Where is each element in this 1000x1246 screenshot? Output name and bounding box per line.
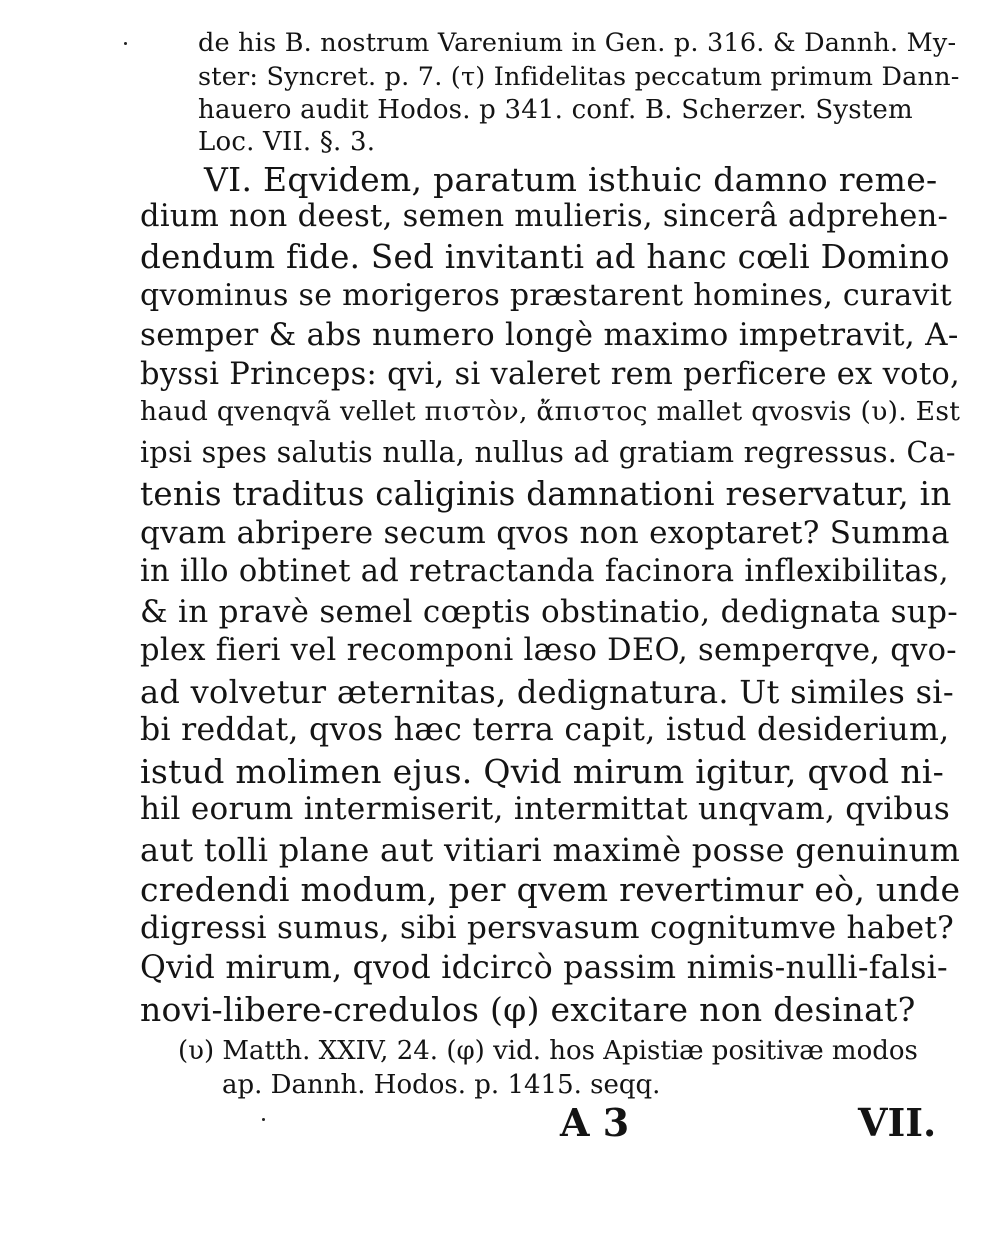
catchword: VII. bbox=[858, 1100, 937, 1145]
body-line: aut tolli plane aut vitiari maximè posse genuinum bbox=[140, 831, 961, 869]
body-line: byssi Princeps: qvi, si valeret rem perficere ex voto, bbox=[140, 357, 961, 392]
body-line: ipsi spes salutis nulla, nullus ad gratiam regressus. Ca- bbox=[140, 436, 956, 469]
body-line: plex fieri vel recomponi læso DEO, semperqve, qvo- bbox=[140, 633, 957, 668]
top-note-line: hauero audit Hodos. p 341. conf. B. Scherzer. System bbox=[198, 95, 913, 125]
body-line: credendi modum, per qvem revertimur eò, unde bbox=[140, 870, 961, 909]
body-line: in illo obtinet ad retractanda facinora inflexibilitas, bbox=[140, 554, 949, 589]
top-note-line: ster: Syncret. p. 7. (τ) Infidelitas peccatum primum Dann- bbox=[198, 62, 960, 92]
footnote-line: (υ) Matth. XXIV, 24. (φ) vid. hos Apistiæ positivæ modos bbox=[178, 1036, 918, 1066]
body-line: dendum fide. Sed invitanti ad hanc cœli Domino bbox=[140, 238, 950, 276]
top-note-line: de his B. nostrum Varenium in Gen. p. 316. & Dannh. My- bbox=[198, 28, 957, 58]
body-line: digressi sumus, sibi persvasum cognitumve habet? bbox=[140, 910, 955, 946]
body-line: semper & abs numero longè maximo impetravit, A- bbox=[140, 317, 959, 353]
body-line: dium non deest, semen mulieris, sincerâ adprehen- bbox=[140, 199, 949, 234]
footnote-line: ap. Dannh. Hodos. p. 1415. seqq. bbox=[222, 1070, 661, 1100]
scan-speck bbox=[262, 1118, 265, 1121]
body-line: qvam abripere secum qvos non exoptaret? Summa bbox=[140, 515, 950, 551]
body-line: bi reddat, qvos hæc terra capit, istud desiderium, bbox=[140, 712, 950, 748]
top-note-line: Loc. VII. §. 3. bbox=[198, 127, 376, 157]
body-line: VI. Eqvidem, paratum isthuic damno reme- bbox=[204, 160, 938, 199]
body-line: haud qvenqvã vellet πιστὸν, ἄπιστος mallet qvosvis (υ). Est bbox=[140, 396, 961, 427]
body-line: istud molimen ejus. Qvid mirum igitur, qvod ni- bbox=[140, 752, 945, 791]
body-line: qvominus se morigeros præstarent homines, curavit bbox=[140, 278, 952, 313]
scan-speck bbox=[124, 42, 127, 45]
body-line: ad volvetur æternitas, dedignatura. Ut similes si- bbox=[140, 673, 954, 711]
signature-mark: A 3 bbox=[560, 1100, 630, 1145]
body-line: novi-libere-credulos (φ) excitare non desinat? bbox=[140, 990, 916, 1029]
body-line: tenis traditus caliginis damnationi reservatur, in bbox=[140, 475, 952, 513]
body-line: hil eorum intermiserit, intermittat unqvam, qvibus bbox=[140, 791, 951, 827]
body-line: & in pravè semel cœptis obstinatio, dedignata sup- bbox=[140, 594, 959, 630]
body-line: Qvid mirum, qvod idcircò passim nimis-nulli-falsi- bbox=[140, 950, 948, 986]
